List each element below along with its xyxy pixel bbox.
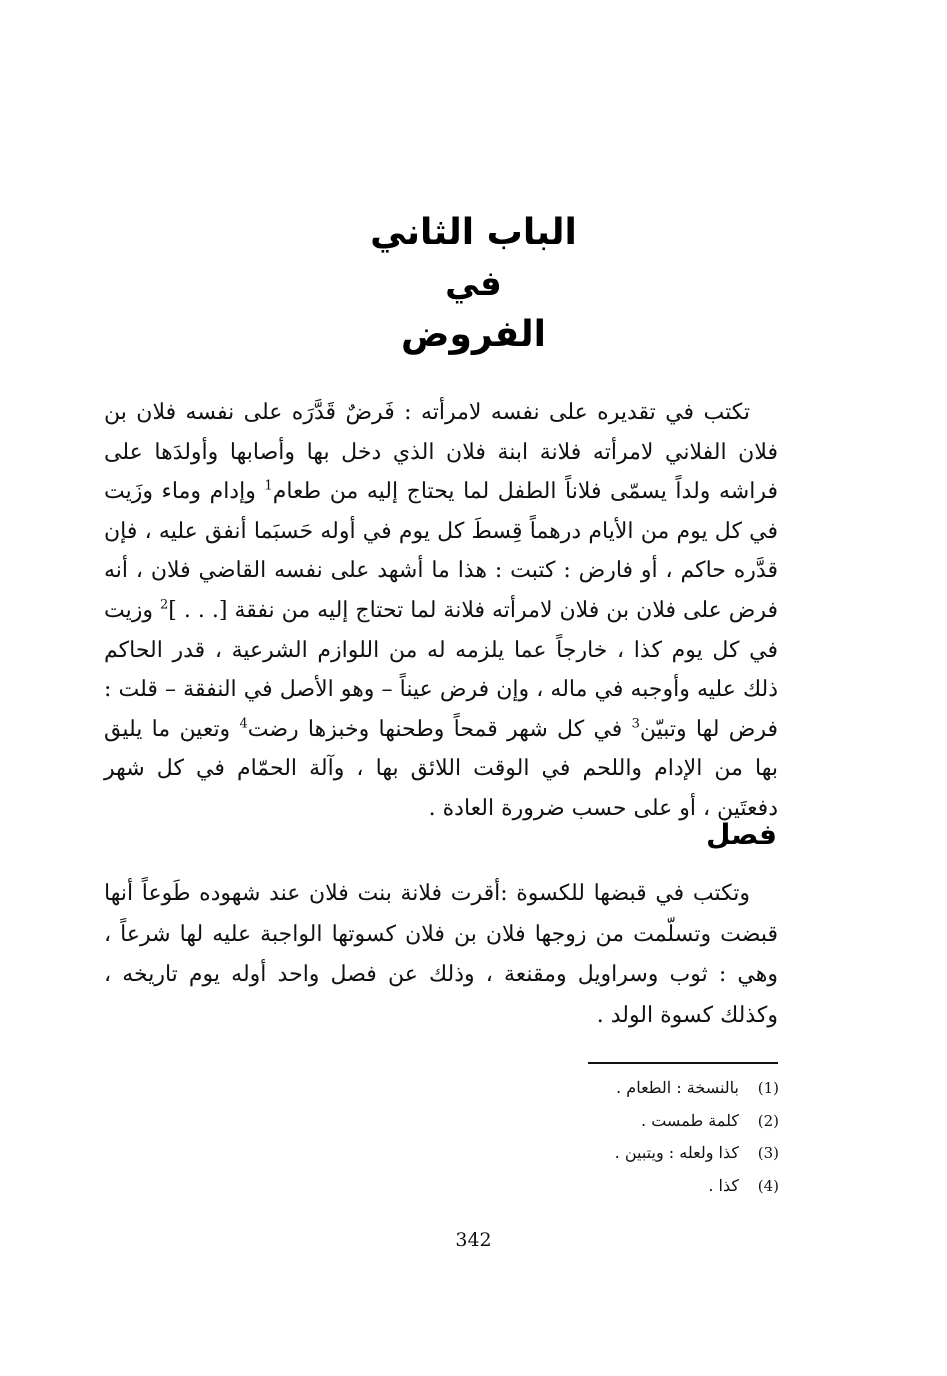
footnote-number: (3) [757, 1144, 779, 1162]
footnote-text: كذا ولعله : ويتبين . [614, 1143, 739, 1162]
footnote-item [615, 1072, 779, 1105]
footnote-item [615, 1137, 779, 1170]
footnote-item [615, 1105, 779, 1138]
footnote-item [615, 1170, 779, 1203]
footnote-number: (2) [757, 1111, 779, 1130]
page-number: 342 [455, 1229, 492, 1251]
main-paragraph-part-1: تكتب في تقديره على نفسه لامرأته : فَرضٌ قَدَّرَه على نفسه فلان بن فلان الفلاني لامرأته فلانة ابنة فلان الذي دخل بها وأصابها وأولدَها على فراشه ولداً يسمّى فلاناً الطفل لما يحتاج إليه من طعام [104, 400, 778, 505]
footnotes-list [615, 1072, 779, 1202]
chapter-title-line-2: في [445, 264, 502, 304]
footnote-text: كذا . [708, 1175, 739, 1195]
section-paragraph-block [104, 874, 778, 1036]
chapter-title-line-1: الباب الثاني [370, 212, 577, 253]
footnote-ref-2: 2 [159, 597, 169, 613]
main-paragraph [104, 393, 778, 829]
main-paragraph-part-5: وتعين ما يليق بها من الإدام واللحم في الوقت اللائق بها ، وآلة الحمّام في كل شهر دفعتَين ، أو على حسب ضرورة العادة . [104, 716, 778, 821]
footnote-number: (1) [757, 1079, 779, 1097]
main-paragraph-part-4: في كل شهر قمحاً وطحنها وخبزها رضت [247, 716, 632, 742]
footnote-text: كلمة طمست . [641, 1110, 739, 1130]
main-paragraph-part-2: وإدام وماء وزَيت في كل يوم من الأيام درهماً قِسطَ كل يوم في أوله حَسبَما أنفق عليه ، فإن قدَّره حاكم ، أو فارض : كتبت : هذا ما أشهد على نفسه القاضي فلان ، أنه فرض على فلان بن فلان لامرأته فلانة لما تحتاج إليه من نفقة [. . . ] [104, 479, 778, 623]
footnote-ref-3: 3 [631, 716, 640, 732]
section-heading: فصل [706, 818, 777, 851]
footnote-text: بالنسخة : الطعام . [616, 1078, 739, 1097]
main-paragraph-block [104, 393, 778, 829]
footnote-divider [588, 1062, 778, 1064]
footnote-ref-1: 1 [264, 478, 273, 494]
footnote-ref-4: 4 [239, 716, 248, 732]
chapter-title-line-3: الفروض [401, 314, 546, 355]
footnote-number: (4) [757, 1176, 779, 1195]
section-paragraph: وتكتب في قبضها للكسوة :أقرت فلانة بنت فلان عند شهوده طَوعاً أنها قبضت وتسلّمت من زوجها فلان بن فلان كسوتها الواجبة عليه لها شرعاً ، وهي : ثوب وسراويل ومقنعة ، وذلك عن فصل واحد أوله يوم تاريخه ، وكذلك كسوة الولد . [104, 881, 778, 1028]
main-paragraph-part-3: وزيت في كل يوم كذا ، خارجاً عما يلزمه له من اللوازم الشرعية ، قدر الحاكم ذلك عليه وأوجبه في ماله ، وإن فرض عيناً – وهو الأصل في النفقة – قلت : فرض لها وتبيّن [104, 597, 779, 742]
